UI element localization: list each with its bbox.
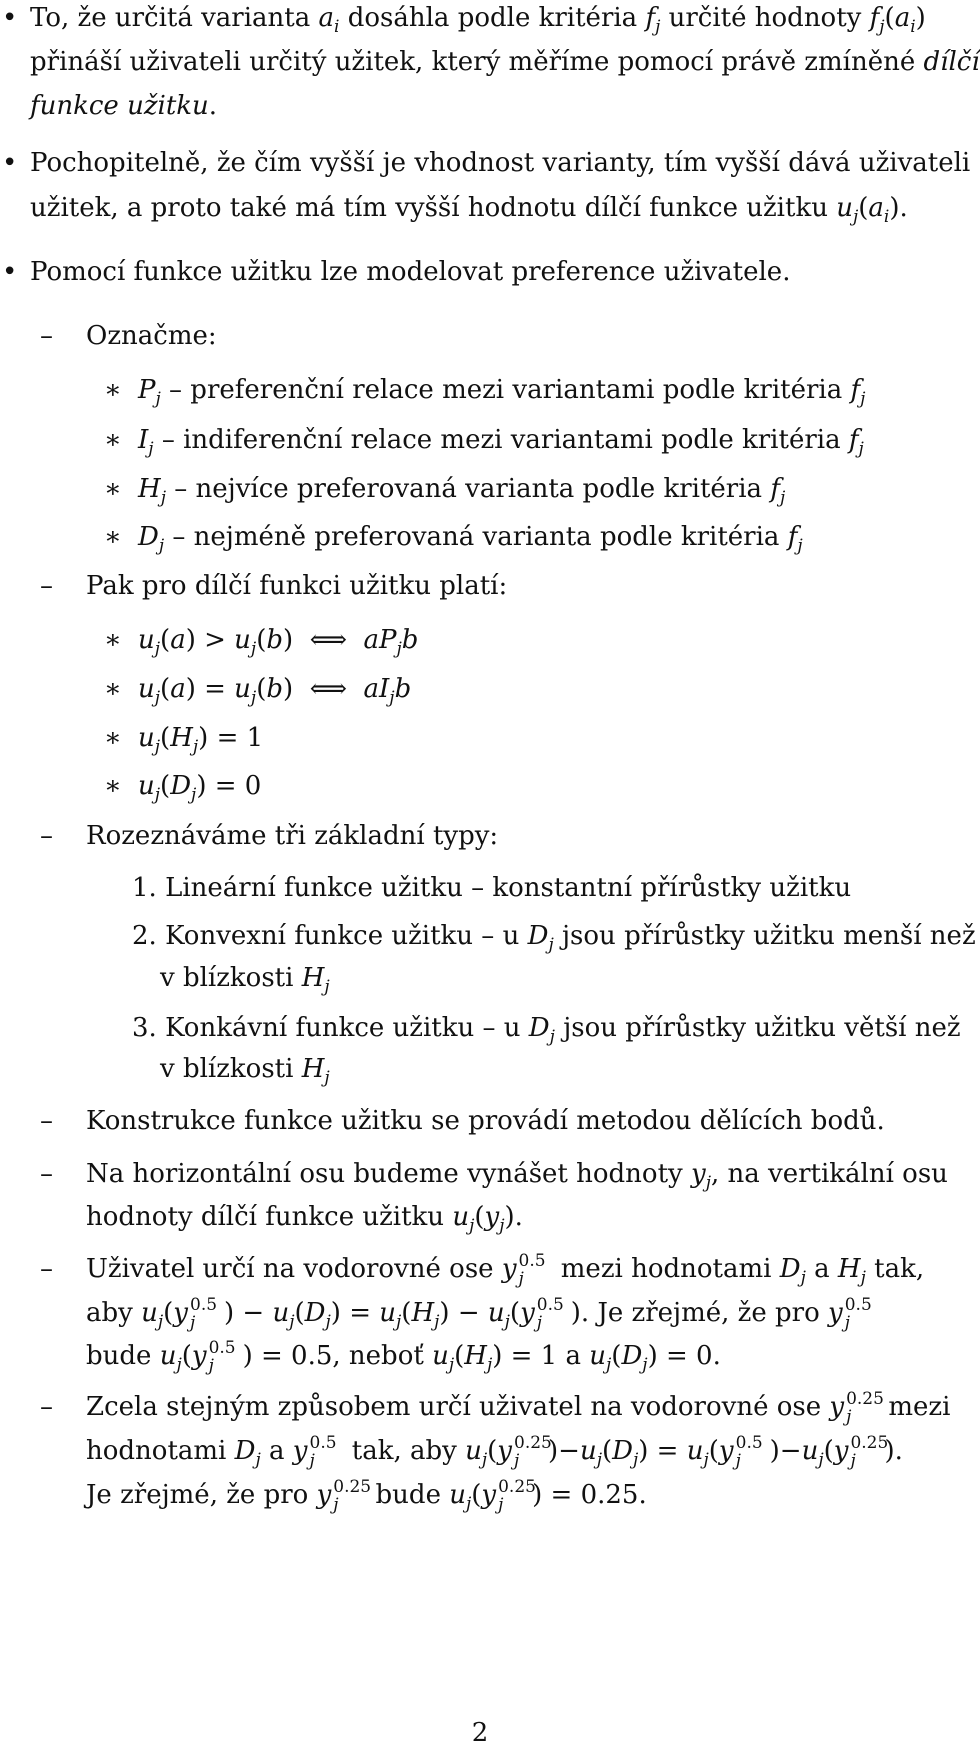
dash-marker: – [40,1159,53,1189]
page-number: 2 [471,1718,489,1748]
text-line: $u_j(a) = u_j(b)$ ⟺ $aI_jb$ [138,674,412,708]
text-line: Pak pro dílčí funkci užitku platí: [86,571,508,601]
text-line: hodnoty dílčí funkce užitku $u_j(y_j)$. [86,1202,523,1236]
asterisk-marker: ∗ [104,522,122,552]
text-line: Na horizontální osu budeme vynášet hodnoty $y_j$, na vertikální osu [86,1159,948,1193]
text-line: $P_j$ – preferenční relace mezi variantami podle kritéria $f_j$ [138,375,866,409]
text-line: $u_j(H_j) = 1$ [138,723,264,757]
asterisk-marker: ∗ [104,771,122,801]
text-line: bude $u_j(y$ 0.5 j ) = 0.5, neboť $u_j(H_j) = 1$ a $u_j(D_j) = 0$. [86,1338,721,1376]
asterisk-marker: ∗ [104,674,122,704]
text-line: aby $u_j(y$ 0.5 j ) − $u_j(D_j) = u_j(H_j) - u_j(y$ 0.5 j ). Je zřejmé, že pro y 0.5 j [86,1295,872,1333]
asterisk-marker: ∗ [104,625,122,655]
bullet-marker: • [2,148,18,178]
dash-marker: – [40,321,53,351]
text-line: $u_j(D_j) = 0$ [138,771,262,805]
text-line: přináší uživateli určitý užitek, který měříme pomocí právě zmíněné dílčí [30,47,980,77]
text-line: v blízkosti $H_j$ [160,1054,330,1088]
text-line: $I_j$ – indiferenční relace mezi variantami podle kritéria $f_j$ [138,425,864,459]
text-line: Rozeznáváme tři základní typy: [86,821,499,851]
text-line: Je zřejmé, že pro y 0.25 j bude $u_j(y$ 0.25 j ) = 0.25. [86,1477,647,1515]
text-line: $D_j$ – nejméně preferovaná varianta podle kritéria $f_j$ [138,522,803,556]
text-line: $H_j$ – nejvíce preferovaná varianta podle kritéria $f_j$ [138,474,786,508]
asterisk-marker: ∗ [104,474,122,504]
dash-marker: – [40,821,53,851]
text-line: 1. Lineární funkce užitku – konstantní přírůstky užitku [132,873,852,903]
dash-marker: – [40,1106,53,1136]
text-line: 2. Konvexní funkce užitku – u $D_j$ jsou přírůstky užitku menší než [132,921,976,955]
bullet-marker: • [2,257,18,287]
dash-marker: – [40,571,53,601]
asterisk-marker: ∗ [104,425,122,455]
asterisk-marker: ∗ [104,375,122,405]
text-line: hodnotami $D_j$ a y 0.5 j tak, aby $u_j(y$ 0.25 j )$-u_j(D_j) = u_j(y$ 0.5 j )$-u_j(y$ 0.25 j ). [86,1433,903,1471]
text-line: Konstrukce funkce užitku se provádí metodou dělících bodů. [86,1106,885,1136]
text-line: Pomocí funkce užitku lze modelovat preference uživatele. [30,257,791,287]
text-line: Zcela stejným způsobem určí uživatel na vodorovné ose y 0.25 j mezi [86,1389,951,1427]
text-line: užitek, a proto také má tím vyšší hodnotu dílčí funkce užitku $u_j(a_i)$. [30,193,908,227]
text-line: Pochopitelně, že čím vyšší je vhodnost varianty, tím vyšší dává uživateli [30,148,971,178]
text-line: Označme: [86,321,217,351]
dash-marker: – [40,1254,53,1284]
asterisk-marker: ∗ [104,723,122,753]
text-line: 3. Konkávní funkce užitku – u $D_j$ jsou přírůstky užitku větší než [132,1013,961,1047]
text-line: funkce užitku. [30,91,218,121]
text-line: v blízkosti $H_j$ [160,963,330,997]
text-line: To, že určitá varianta $a_i$ dosáhla podle kritéria $f_j$ určité hodnoty $f_j(a_i)$ [30,3,926,37]
bullet-marker: • [2,3,18,33]
text-line: $u_j(a) > u_j(b)$ ⟺ $aP_jb$ [138,625,419,659]
text-line: Uživatel určí na vodorovné ose y 0.5 j mezi hodnotami $D_j$ a $H_j$ tak, [86,1251,925,1289]
dash-marker: – [40,1392,53,1422]
